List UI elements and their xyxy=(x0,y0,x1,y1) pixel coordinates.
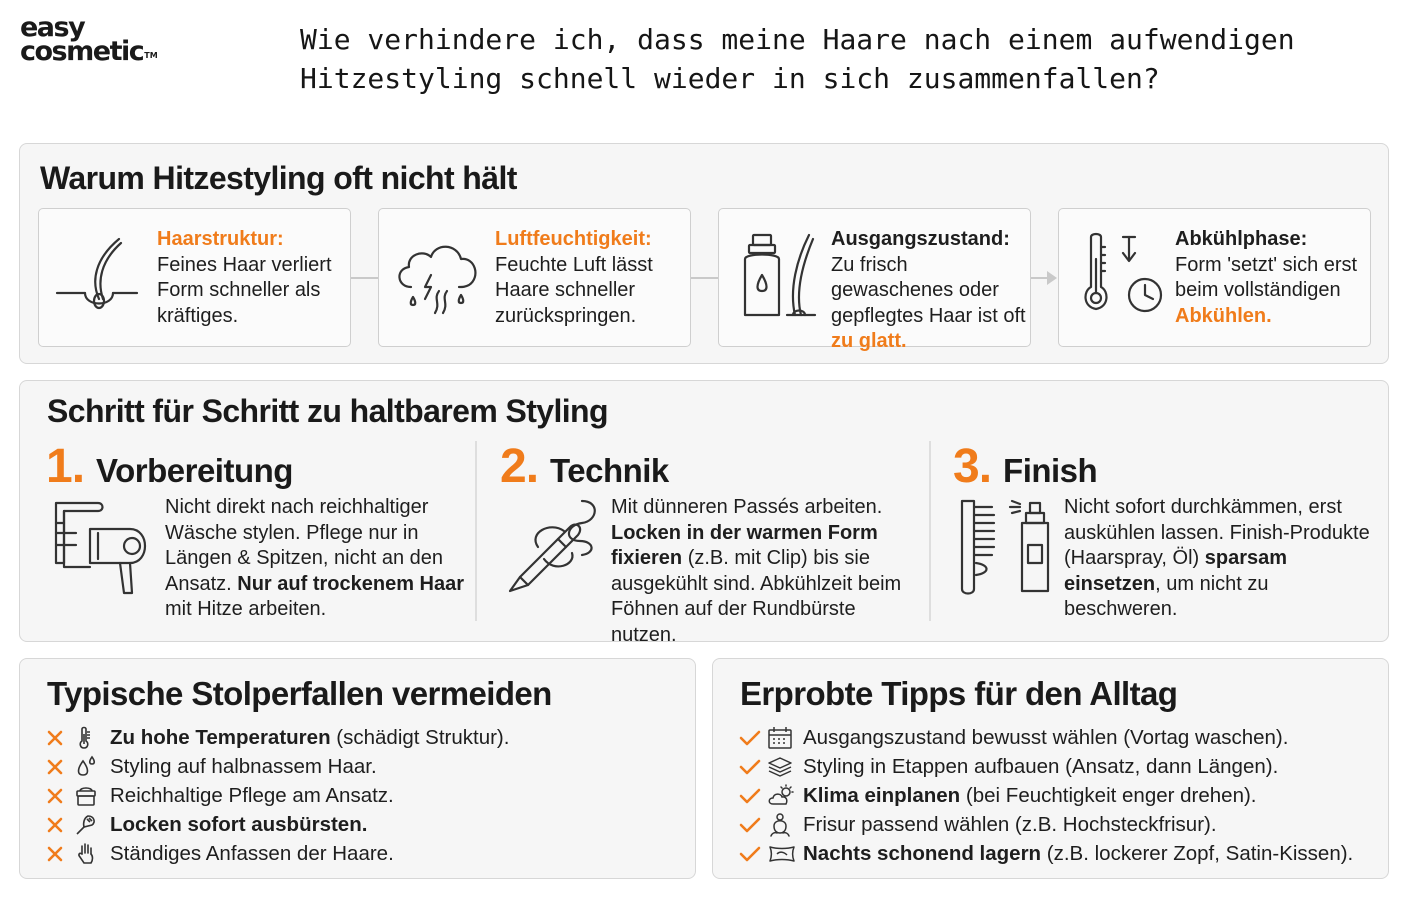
check-icon xyxy=(739,756,767,778)
step-number: 2. xyxy=(500,440,539,493)
list-item: Locken sofort ausbürsten. xyxy=(46,810,686,839)
list-item: Styling auf halbnassem Haar. xyxy=(46,752,686,781)
weather-icon xyxy=(767,784,797,808)
steps-title: Schritt für Schritt zu haltbarem Styling xyxy=(47,393,608,429)
step-number: 1. xyxy=(46,440,85,493)
cross-icon xyxy=(46,756,74,778)
list-item: Zu hohe Temperaturen (schädigt Struktur). xyxy=(46,723,686,752)
cause-card-initial-state xyxy=(718,208,1031,352)
pitfalls-list xyxy=(46,723,686,868)
pitfalls-title: Typische Stolperfallen vermeiden xyxy=(47,675,552,712)
list-item: Frisur passend wählen (z.B. Hochsteckfrisur). xyxy=(739,810,1379,839)
cause-text: Zu frisch gewaschenes oder gepflegtes Haar ist oft xyxy=(831,253,1026,327)
towel-hairdryer-icon xyxy=(46,493,156,603)
logo-line-2 xyxy=(20,36,190,67)
step-number: 3. xyxy=(953,440,992,493)
list-item: Klima einplanen (bei Feuchtigkeit enger drehen). xyxy=(739,781,1379,810)
step-divider xyxy=(929,441,931,621)
cause-card-humidity xyxy=(378,208,691,347)
check-icon xyxy=(739,843,767,865)
cream-jar-icon xyxy=(74,784,104,808)
step-title: Finish xyxy=(1003,452,1098,489)
check-icon xyxy=(739,814,767,836)
cause-heading: Luftfeuchtigkeit: xyxy=(495,228,652,250)
cause-text: Feuchte Luft lässt Haare schneller zurückspringen. xyxy=(495,253,653,327)
list-item: Styling in Etappen aufbauen (Ansatz, dann Längen). xyxy=(739,752,1379,781)
cross-icon xyxy=(46,814,74,836)
pitfalls-panel xyxy=(19,658,696,879)
thermometer-icon xyxy=(74,726,104,750)
cross-icon xyxy=(46,727,74,749)
tips-list xyxy=(739,723,1379,868)
cross-icon xyxy=(46,785,74,807)
tips-panel xyxy=(712,658,1389,879)
step-2-header xyxy=(500,439,669,494)
check-icon xyxy=(739,785,767,807)
cause-card-cooling xyxy=(1058,208,1371,347)
list-item: Ständiges Anfassen der Haare. xyxy=(46,839,686,868)
list-item: Nachts schonend lagern (z.B. lockerer Zopf, Satin-Kissen). xyxy=(739,839,1379,868)
brand-logo xyxy=(20,12,190,68)
cause-text: Form 'setzt' sich erst beim vollständigen xyxy=(1175,253,1358,301)
step-title: Vorbereitung xyxy=(96,452,293,489)
pillow-icon xyxy=(767,842,797,866)
curling-iron-icon xyxy=(498,493,608,603)
calendar-icon xyxy=(767,726,797,750)
tips-title: Erprobte Tipps für den Alltag xyxy=(740,675,1178,712)
shampoo-bottle-icon xyxy=(731,229,827,325)
check-icon xyxy=(739,727,767,749)
connector-arrow xyxy=(1047,271,1057,285)
logo-line-1: easy xyxy=(20,12,85,43)
brush-icon xyxy=(74,813,104,837)
cause-highlight: zu glatt. xyxy=(831,330,907,352)
cause-highlight: Abkühlen. xyxy=(1175,304,1272,327)
hairstyle-icon xyxy=(767,813,797,837)
cause-card-hair-structure xyxy=(38,208,351,347)
hair-strand-icon xyxy=(51,229,147,325)
list-item: Reichhaltige Pflege am Ansatz. xyxy=(46,781,686,810)
why-panel xyxy=(19,143,1389,364)
step-title: Technik xyxy=(550,452,669,489)
logo-word: cosmetic xyxy=(20,36,144,67)
list-item: Ausgangszustand bewusst wählen (Vortag waschen). xyxy=(739,723,1379,752)
cause-heading: Haarstruktur: xyxy=(157,228,284,250)
comb-spray-icon xyxy=(950,493,1060,603)
step-3-header xyxy=(953,439,1097,494)
step-2-text: Mit dünneren Passés arbeiten. Locken in der warmen Form fixieren (z.B. mit Clip) bis sie ausgekühlt sind. Abkühlzeit beim Föhnen auf der Rundbürste nutzen. xyxy=(611,496,902,646)
steps-panel xyxy=(19,380,1389,646)
thermometer-clock-icon xyxy=(1071,229,1167,325)
step-1-header xyxy=(46,439,293,494)
logo-trademark: TM xyxy=(144,51,158,60)
cause-text: Feines Haar verliert Form schneller als kräftiges. xyxy=(157,253,332,327)
step-divider xyxy=(475,441,477,621)
layers-icon xyxy=(767,755,797,779)
step-1-text: Nicht direkt nach reichhaltiger Wäsche stylen. Pflege nur in Längen & Spitzen, nicht an den Ansatz. Nur auf trockenem Haar mit Hitze arbeiten. xyxy=(165,496,465,621)
connector-line xyxy=(691,277,721,279)
step-3-text: Nicht sofort durchkämmen, erst auskühlen lassen. Finish-Produkte (Haarspray, Öl) sparsam einsetzen, um nicht zu beschweren. xyxy=(1064,496,1370,621)
hand-icon xyxy=(74,842,104,866)
cloud-rain-icon xyxy=(391,229,487,325)
cause-heading: Ausgangszustand: xyxy=(831,228,1010,250)
cross-icon xyxy=(46,843,74,865)
cause-heading: Abkühlphase: xyxy=(1175,228,1308,250)
why-title: Warum Hitzestyling oft nicht hält xyxy=(40,160,517,196)
main-question: Wie verhindere ich, dass meine Haare nach einem aufwendigen Hitzestyling schnell wieder in sich zusammenfallen? xyxy=(300,23,1295,95)
water-drops-icon xyxy=(74,755,104,779)
